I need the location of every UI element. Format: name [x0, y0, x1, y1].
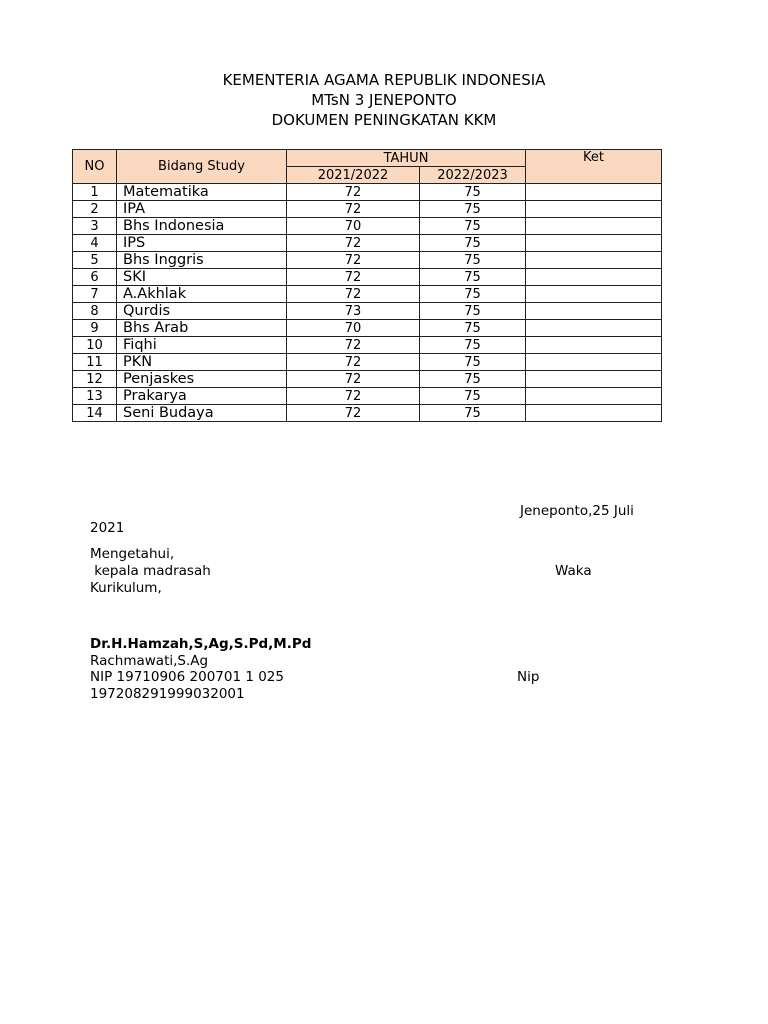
document-header	[0, 70, 768, 130]
row-subject: Fiqhi	[117, 337, 287, 354]
table-row	[73, 354, 662, 371]
row-kkm-2022: 75	[420, 235, 526, 252]
row-number: 5	[73, 252, 117, 269]
table-row	[73, 371, 662, 388]
row-ket	[526, 337, 662, 354]
row-number: 7	[73, 286, 117, 303]
row-kkm-2021: 72	[287, 354, 420, 371]
header-no: NO	[73, 150, 117, 184]
table-row	[73, 235, 662, 252]
row-subject: Prakarya	[117, 388, 287, 405]
row-number: 1	[73, 184, 117, 201]
row-kkm-2022: 75	[420, 286, 526, 303]
row-ket	[526, 320, 662, 337]
row-number: 9	[73, 320, 117, 337]
row-kkm-2021: 72	[287, 337, 420, 354]
row-subject: Penjaskes	[117, 371, 287, 388]
row-kkm-2021: 72	[287, 252, 420, 269]
row-kkm-2022: 75	[420, 269, 526, 286]
header-year-2021: 2021/2022	[287, 167, 420, 184]
row-kkm-2021: 72	[287, 371, 420, 388]
row-ket	[526, 218, 662, 235]
header-tahun: TAHUN	[287, 150, 526, 167]
row-kkm-2021: 72	[287, 388, 420, 405]
table-row	[73, 201, 662, 218]
row-number: 14	[73, 405, 117, 422]
table-row	[73, 303, 662, 320]
row-kkm-2021: 72	[287, 201, 420, 218]
row-kkm-2022: 75	[420, 354, 526, 371]
row-kkm-2021: 72	[287, 184, 420, 201]
role-right: Waka	[555, 563, 592, 579]
nip-right-label: Nip	[517, 669, 540, 685]
signatory-left-name: Dr.H.Hamzah,S,Ag,S.Pd,M.Pd	[90, 636, 312, 652]
row-number: 10	[73, 337, 117, 354]
row-number: 4	[73, 235, 117, 252]
row-kkm-2021: 72	[287, 269, 420, 286]
row-subject: Bhs Arab	[117, 320, 287, 337]
table-body	[73, 184, 662, 422]
row-subject: Bhs Indonesia	[117, 218, 287, 235]
row-ket	[526, 252, 662, 269]
row-ket	[526, 235, 662, 252]
table-row	[73, 337, 662, 354]
kkm-table	[72, 149, 662, 422]
row-subject: SKI	[117, 269, 287, 286]
row-kkm-2021: 70	[287, 218, 420, 235]
table-row	[73, 405, 662, 422]
row-kkm-2022: 75	[420, 320, 526, 337]
row-kkm-2022: 75	[420, 218, 526, 235]
table-row	[73, 269, 662, 286]
nip-left: NIP 19710906 200701 1 025	[90, 669, 284, 685]
row-subject: IPA	[117, 201, 287, 218]
row-subject: Qurdis	[117, 303, 287, 320]
table-row	[73, 286, 662, 303]
row-number: 11	[73, 354, 117, 371]
row-kkm-2022: 75	[420, 371, 526, 388]
table-row	[73, 252, 662, 269]
acknowledged-label: Mengetahui,	[90, 546, 175, 562]
row-subject: Matematika	[117, 184, 287, 201]
row-subject: Seni Budaya	[117, 405, 287, 422]
row-number: 2	[73, 201, 117, 218]
school-name: MTsN 3 JENEPONTO	[311, 91, 457, 109]
row-ket	[526, 303, 662, 320]
row-ket	[526, 405, 662, 422]
row-number: 13	[73, 388, 117, 405]
row-ket	[526, 371, 662, 388]
header-ket: Ket	[526, 150, 662, 184]
header-subject: Bidang Study	[117, 150, 287, 184]
row-kkm-2022: 75	[420, 252, 526, 269]
row-ket	[526, 286, 662, 303]
document-title: DOKUMEN PENINGKATAN KKM	[271, 111, 497, 129]
table-row	[73, 320, 662, 337]
row-kkm-2021: 70	[287, 320, 420, 337]
row-number: 12	[73, 371, 117, 388]
row-ket	[526, 184, 662, 201]
row-kkm-2022: 75	[420, 388, 526, 405]
role-right-continued: Kurikulum,	[90, 580, 162, 596]
row-subject: A.Akhlak	[117, 286, 287, 303]
row-kkm-2021: 72	[287, 286, 420, 303]
row-ket	[526, 354, 662, 371]
row-number: 3	[73, 218, 117, 235]
row-subject: PKN	[117, 354, 287, 371]
row-subject: Bhs Inggris	[117, 252, 287, 269]
ministry-title: KEMENTERIA AGAMA REPUBLIK INDONESIA	[222, 71, 546, 89]
row-kkm-2022: 75	[420, 201, 526, 218]
nip-right: 197208291999032001	[90, 686, 245, 702]
header-year-2022: 2022/2023	[420, 167, 526, 184]
date-year: 2021	[90, 520, 125, 536]
row-kkm-2022: 75	[420, 337, 526, 354]
row-kkm-2022: 75	[420, 184, 526, 201]
table-row	[73, 388, 662, 405]
place-date: Jeneponto,25 Juli	[520, 503, 634, 519]
row-kkm-2021: 72	[287, 235, 420, 252]
row-kkm-2021: 73	[287, 303, 420, 320]
row-kkm-2022: 75	[420, 303, 526, 320]
signatory-right-name: Rachmawati,S.Ag	[90, 653, 209, 669]
row-kkm-2021: 72	[287, 405, 420, 422]
row-ket	[526, 201, 662, 218]
role-left: kepala madrasah	[90, 563, 211, 579]
row-subject: IPS	[117, 235, 287, 252]
row-ket	[526, 388, 662, 405]
table-row	[73, 184, 662, 201]
row-kkm-2022: 75	[420, 405, 526, 422]
row-number: 8	[73, 303, 117, 320]
table-row	[73, 218, 662, 235]
row-number: 6	[73, 269, 117, 286]
row-ket	[526, 269, 662, 286]
